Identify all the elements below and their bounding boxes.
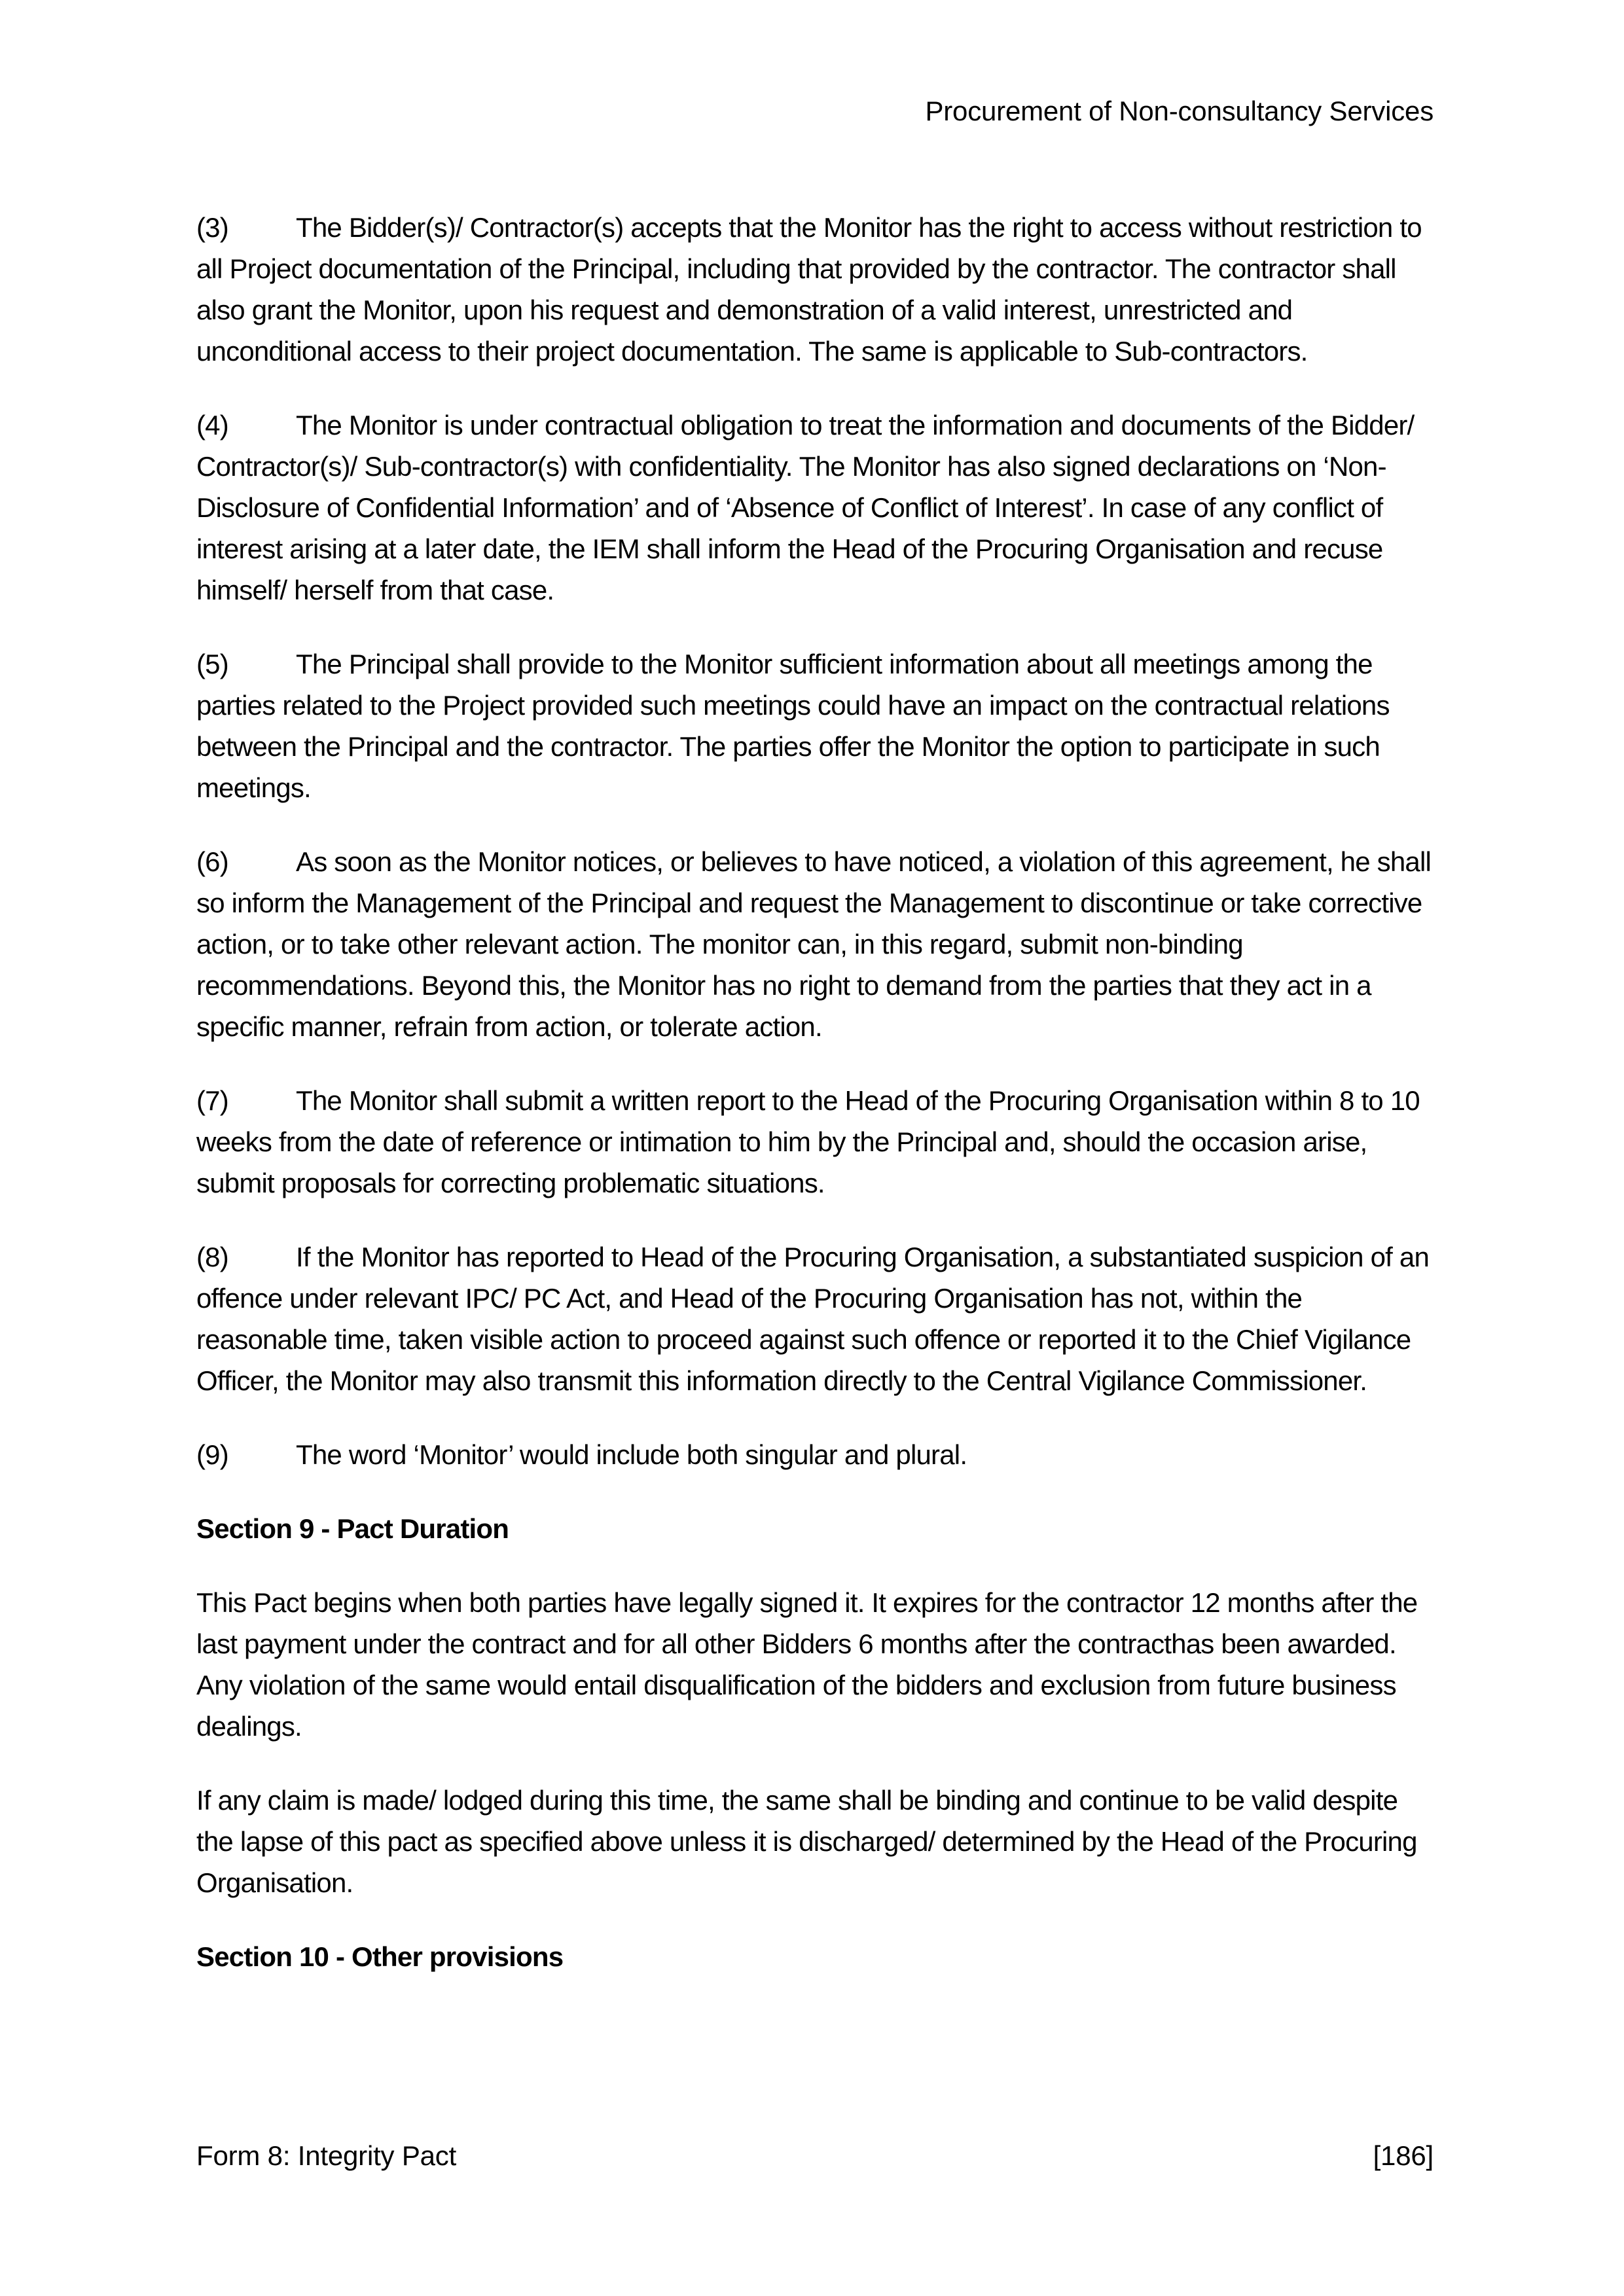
clause-text: The Bidder(s)/ Contractor(s) accepts that the Monitor has the right to access without restriction to all Project documentation of the Principal, including that provided by the contractor. The contractor shall also grant the Monitor, upon his request and demonstration of a valid interest, unrestricted and unconditional access to their project documentation. The same is applicable to Sub-contractors. (196, 212, 1422, 367)
clause-3-paragraph (196, 207, 1434, 372)
clause-text: The Monitor shall submit a written report to the Head of the Procuring Organisation within 8 to 10 weeks from the date of reference or intimation to him by the Principal and, should the occasion arise, submit proposals for correcting problematic situations. (196, 1085, 1420, 1198)
pact-duration-paragraph-2: If any claim is made/ lodged during this time, the same shall be binding and continue to be valid despite the lapse of this pact as specified above unless it is discharged/ determined by the Head of the Procuring Organisation. (196, 1785, 1417, 1898)
clause-9-paragraph (196, 1434, 1434, 1475)
clause-6-paragraph (196, 841, 1434, 1047)
section-9-heading: Section 9 - Pact Duration (196, 1513, 509, 1544)
clause-7-paragraph (196, 1080, 1434, 1204)
clause-number: (7) (196, 1085, 228, 1116)
clause-number: (3) (196, 212, 228, 243)
clause-text: The Principal shall provide to the Monitor sufficient information about all meetings among the parties related to the Project provided such meetings could have an impact on the contractual relations between the Principal and the contractor. The parties offer the Monitor the option to participate in such meetings. (196, 649, 1390, 803)
clause-text: If the Monitor has reported to Head of the Procuring Organisation, a substantiated suspicion of an offence under relevant IPC/ PC Act, and Head of the Procuring Organisation has not, within the reasonable time, taken visible action to proceed against such offence or reported it to the Chief Vigilance Officer, the Monitor may also transmit this information directly to the Central Vigilance Commissioner. (196, 1242, 1430, 1396)
clause-number: (9) (196, 1439, 228, 1470)
footer-form-label: Form 8: Integrity Pact (196, 2140, 457, 2171)
clause-number: (8) (196, 1242, 228, 1272)
page-header: Procurement of Non-consultancy Services (925, 96, 1434, 126)
clause-number: (4) (196, 410, 228, 440)
document-body (196, 207, 1434, 2010)
clause-text: The Monitor is under contractual obligation to treat the information and documents of the Bidder/ Contractor(s)/ Sub-contractor(s) with confidentiality. The Monitor has also signed declarations on ‘Non-Disclosure of Confidential Information’ and of ‘Absence of Conflict of Interest’. In case of any conflict of interest arising at a later date, the IEM shall inform the Head of the Procuring Organisation and recuse himself/ herself from that case. (196, 410, 1415, 605)
clause-text: As soon as the Monitor notices, or believes to have noticed, a violation of this agreement, he shall so inform the Management of the Principal and request the Management to discontinue or take corrective action, or to take other relevant action. The monitor can, in this regard, submit non-binding recommendations. Beyond this, the Monitor has no right to demand from the parties that they act in a specific manner, refrain from action, or tolerate action. (196, 846, 1432, 1042)
pact-duration-paragraph-1: This Pact begins when both parties have legally signed it. It expires for the contractor 12 months after the last payment under the contract and for all other Bidders 6 months after the contracthas been awarded. Any violation of the same would entail disqualification of the bidders and exclusion from future business dealings. (196, 1587, 1418, 1742)
clause-4-paragraph (196, 404, 1434, 611)
clause-text: The word ‘Monitor’ would include both singular and plural. (296, 1439, 967, 1470)
clause-5-paragraph (196, 643, 1434, 808)
footer-page-number: [186] (1373, 2140, 1434, 2171)
clause-number: (5) (196, 649, 228, 679)
clause-number: (6) (196, 846, 228, 877)
page-footer (196, 2140, 1434, 2172)
section-10-heading: Section 10 - Other provisions (196, 1941, 564, 1972)
clause-8-paragraph (196, 1236, 1434, 1401)
